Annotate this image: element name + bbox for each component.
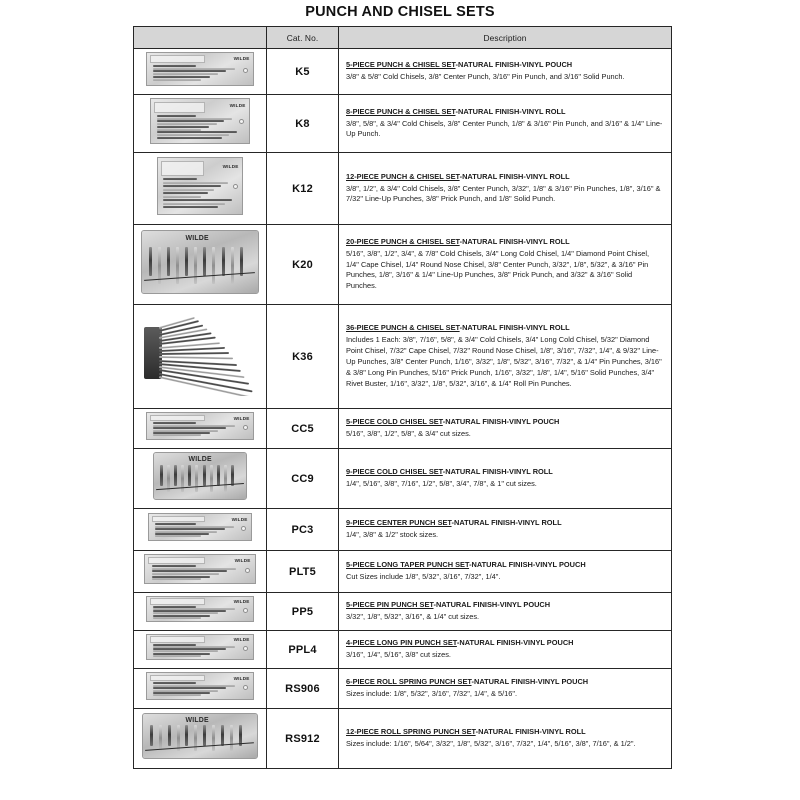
tool-item — [157, 118, 232, 120]
table-row[interactable] — [134, 409, 672, 449]
table-row[interactable] — [134, 49, 672, 95]
description-cell — [339, 49, 672, 95]
catalog-number-cell: PLT5 — [267, 551, 339, 593]
description-body: 1/4", 5/16", 3/8", 7/16", 1/2", 5/8", 3/4", 7/8", & 1" cut sizes. — [346, 479, 537, 488]
description-body: 3/8", 5/8", & 3/4" Cold Chisels, 3/8" Center Punch, 1/8" & 3/16" Pin Punch, and 3/16" & 1/4" Line-Up Punch. — [346, 118, 663, 139]
product-image-cell — [134, 153, 267, 225]
brand-logo: WILDE — [235, 557, 251, 563]
description-title-tail: -NATURAL FINISH-VINYL ROLL — [459, 323, 570, 333]
tool-item — [159, 725, 162, 751]
hang-hole — [243, 685, 248, 690]
description-title — [346, 417, 664, 428]
tool-item — [157, 134, 230, 136]
product-image-cell — [134, 631, 267, 669]
tool-item — [153, 655, 201, 657]
description-title-lead: 5-PIECE PIN PUNCH SET — [346, 600, 434, 610]
description-cell — [339, 631, 672, 669]
tool-item — [153, 687, 226, 689]
header-card — [150, 55, 205, 63]
tool-item — [174, 465, 177, 486]
brand-logo: WILDE — [188, 456, 212, 464]
description-title-tail: -NATURAL FINISH-VINYL ROLL — [459, 236, 570, 246]
table-body — [134, 49, 672, 769]
tool-item — [212, 247, 215, 284]
tool-item — [153, 427, 226, 429]
tool-item — [185, 247, 188, 276]
catalog-number-cell: RS906 — [267, 669, 339, 709]
tool-item — [163, 192, 208, 194]
catalog-number-cell: K20 — [267, 225, 339, 305]
brand-logo: WILDE — [185, 716, 210, 725]
product-photo — [150, 98, 250, 144]
brand-logo: WILDE — [233, 415, 250, 421]
tool-item — [150, 725, 153, 745]
tool-item — [203, 725, 206, 745]
description-title-tail: -NATURAL FINISH-VINYL POUCH — [456, 638, 574, 648]
brand-logo: WILDE — [231, 516, 248, 522]
header-card — [152, 516, 205, 523]
description-title — [346, 467, 664, 478]
description-title-lead: 12-PIECE PUNCH & CHISEL SET — [346, 171, 460, 181]
catalog-number-cell: CC9 — [267, 449, 339, 509]
description-title — [346, 600, 664, 611]
product-photo — [141, 230, 259, 294]
tool-item — [157, 123, 217, 125]
description-title-tail: -NATURAL FINISH-VINYL ROLL — [451, 518, 562, 528]
tool-item — [167, 247, 170, 276]
description-cell — [339, 709, 672, 769]
description-title-lead: 9-PIECE COLD CHISEL SET — [346, 467, 443, 477]
description-title-tail: -NATURAL FINISH-VINYL POUCH — [442, 417, 560, 427]
catalog-number-cell: PC3 — [267, 509, 339, 551]
tool-item — [155, 528, 225, 530]
tool-item — [203, 247, 206, 276]
tool-item — [163, 185, 221, 187]
description-title-lead: 4-PIECE LONG PIN PUNCH SET — [346, 638, 457, 648]
table-row[interactable] — [134, 709, 672, 769]
product-photo — [146, 596, 254, 622]
description-title — [346, 638, 664, 649]
description-title — [346, 107, 664, 118]
tool-item — [224, 465, 227, 492]
description-title — [346, 677, 664, 688]
header-card — [150, 415, 205, 422]
description-cell — [339, 95, 672, 153]
product-photo — [144, 554, 256, 584]
description-title-lead: 5-PIECE COLD CHISEL SET — [346, 417, 443, 427]
description-cell — [339, 409, 672, 449]
description-body: 5/16", 3/8", 1/2", 5/8", & 3/4" cut sizes. — [346, 429, 471, 438]
description-title-tail: -NATURAL FINISH-VINYL POUCH — [433, 600, 551, 610]
description-title-tail: -NATURAL FINISH-VINYL POUCH — [469, 560, 586, 570]
product-photo — [148, 513, 252, 541]
description-title-lead: 8-PIECE PUNCH & CHISEL SET — [346, 106, 456, 116]
tool-item — [153, 617, 201, 619]
tool-item — [149, 247, 152, 276]
description-cell — [339, 509, 672, 551]
tool-item — [160, 465, 163, 486]
table-row[interactable] — [134, 153, 672, 225]
catalog-number-cell: CC5 — [267, 409, 339, 449]
description-title-tail: -NATURAL FINISH-VINYL POUCH — [471, 677, 589, 687]
table-row[interactable] — [134, 593, 672, 631]
hang-hole — [241, 526, 246, 531]
catalog-number-cell: PP5 — [267, 593, 339, 631]
description-title-tail: -NATURAL FINISH-VINYL ROLL — [442, 467, 553, 477]
table-row[interactable] — [134, 449, 672, 509]
catalog-number-cell: RS912 — [267, 709, 339, 769]
tool-item — [163, 182, 228, 184]
product-image-cell — [134, 669, 267, 709]
tool-item — [168, 725, 171, 745]
description-title-lead: 9-PIECE CENTER PUNCH SET — [346, 518, 452, 528]
tool-item — [163, 203, 225, 205]
brand-logo: WILDE — [233, 599, 250, 605]
catalog-number-cell: PPL4 — [267, 631, 339, 669]
tool-item — [153, 65, 195, 67]
tool-item — [163, 206, 218, 208]
description-body: 3/8", 1/2", & 3/4" Cold Chisels, 3/8" Center Punch, 3/32", 1/8" & 3/16" Pin Punches, 1/8", 3/16" & 7/32" Line-Up Punches, 3/8" Prick Punch, and 1/8" Solid Punch. — [346, 183, 661, 204]
product-image-cell — [134, 709, 267, 769]
product-image-cell — [134, 49, 267, 95]
tool-item — [157, 137, 222, 139]
description-title-lead: 12-PIECE ROLL SPRING PUNCH SET — [346, 727, 476, 737]
tool-item — [210, 465, 213, 492]
description-title-lead: 36-PIECE PUNCH & CHISEL SET — [346, 323, 460, 333]
header-card — [148, 557, 205, 564]
column-header-cat-no: Cat. No. — [267, 27, 339, 49]
catalog-number-cell: K12 — [267, 153, 339, 225]
tool-item — [194, 247, 197, 284]
brand-logo: WILDE — [233, 56, 250, 62]
tool-item — [157, 131, 237, 133]
header-card — [150, 598, 205, 604]
tool-item — [222, 247, 225, 276]
brand-logo: WILDE — [233, 637, 250, 643]
brand-logo: WILDE — [223, 163, 240, 169]
description-title-lead: 5-PIECE LONG TAPER PUNCH SET — [346, 560, 470, 570]
description-cell — [339, 225, 672, 305]
description-body: 1/4", 3/8" & 1/2" stock sizes. — [346, 530, 439, 539]
description-title-tail: -NATURAL FINISH-VINYL ROLL — [459, 171, 570, 181]
description-cell — [339, 593, 672, 631]
tool-item — [188, 465, 191, 486]
hang-hole — [243, 608, 248, 613]
product-image-cell — [134, 305, 267, 409]
brand-logo: WILDE — [229, 103, 246, 109]
tool-item — [217, 465, 220, 486]
header-card — [150, 636, 205, 642]
description-title — [346, 518, 664, 529]
header-card — [150, 675, 205, 682]
tool-item — [163, 189, 214, 191]
column-header-image — [134, 27, 267, 49]
tool-item — [152, 570, 228, 572]
description-cell — [339, 153, 672, 225]
catalog-number-cell: K8 — [267, 95, 339, 153]
description-title — [346, 323, 664, 334]
tool-item — [152, 573, 219, 575]
description-cell — [339, 305, 672, 409]
description-title-tail: -NATURAL FINISH-VINYL POUCH — [455, 60, 573, 70]
product-photo — [153, 452, 247, 500]
description-cell — [339, 449, 672, 509]
description-title-tail: -NATURAL FINISH-VINYL ROLL — [455, 106, 566, 116]
description-body: 5/16", 3/8", 1/2", 3/4", & 7/8" Cold Chisels, 3/4" Long Cold Chisel, 1/4" Diamond Point Chisel, 1/4" Cape Chisel, 1/4" Round Nose Chisel, 3/8" Center Punch, 3/32", 1/8", 5/32", & 3/16" Pin Punches, 1/8", 3/16" & 1/4" Line-Up Punches, 3/8" Prick Punch, and 3/32" & 3/16" Solid Punches. — [346, 248, 650, 291]
tool-item — [163, 178, 197, 180]
hang-hole — [233, 184, 238, 189]
catalog-number-cell: K5 — [267, 49, 339, 95]
description-body: Cut Sizes include 1/8", 5/32", 3/16", 7/32", 1/4". — [346, 572, 501, 581]
tool-item — [221, 725, 224, 745]
brand-logo: WILDE — [185, 235, 209, 243]
tool-item — [157, 120, 225, 122]
product-photo — [139, 312, 261, 396]
table-row[interactable] — [134, 631, 672, 669]
product-photo — [146, 634, 254, 660]
tool-item — [194, 725, 197, 751]
page-title: PUNCH AND CHISEL SETS — [305, 4, 495, 20]
product-photo — [146, 52, 254, 86]
table-row[interactable] — [134, 509, 672, 551]
table-header — [134, 27, 672, 49]
tool-item — [153, 68, 235, 70]
description-body: 3/16", 1/4", 5/16", 3/8" cut sizes. — [346, 650, 451, 659]
product-image-cell — [134, 449, 267, 509]
description-cell — [339, 669, 672, 709]
tool-item — [231, 247, 234, 284]
product-catalog-table — [133, 26, 672, 769]
catalog-number-cell: K36 — [267, 305, 339, 409]
product-photo — [146, 672, 254, 700]
tool-item — [157, 115, 196, 117]
column-header-description: Description — [339, 27, 672, 49]
tool-item — [157, 129, 201, 131]
tool-item — [230, 725, 233, 751]
description-title-lead: 20-PIECE PUNCH & CHISEL SET — [346, 236, 460, 246]
product-image-cell — [134, 409, 267, 449]
tool-item — [240, 247, 243, 276]
description-body: Sizes include: 1/16", 5/64", 3/32", 1/8", 5/32", 3/16", 7/32", 1/4", 5/16", 3/8", 7/16", & 1/2". — [346, 739, 636, 748]
header-card — [154, 102, 205, 113]
hang-hole — [243, 425, 248, 430]
description-title-lead: 6-PIECE ROLL SPRING PUNCH SET — [346, 677, 472, 687]
table-row[interactable] — [134, 669, 672, 709]
table-row[interactable] — [134, 95, 672, 153]
tool-item — [157, 126, 209, 128]
hang-hole — [245, 568, 250, 573]
hang-hole — [243, 646, 248, 651]
product-image-cell — [134, 95, 267, 153]
tool-item — [152, 578, 202, 580]
header-card — [161, 161, 205, 176]
brand-logo: WILDE — [233, 675, 250, 681]
product-image-cell — [134, 551, 267, 593]
description-title-lead: 5-PIECE PUNCH & CHISEL SET — [346, 60, 456, 70]
table-row[interactable] — [134, 305, 672, 409]
description-body: Sizes include: 1/8", 5/32", 3/16", 7/32", 1/4", & 5/16". — [346, 689, 518, 698]
table-row[interactable] — [134, 225, 672, 305]
product-photo — [157, 157, 243, 215]
description-title — [346, 560, 664, 571]
product-photo — [142, 713, 258, 759]
product-image-cell — [134, 593, 267, 631]
product-photo — [146, 412, 254, 440]
description-body: 3/8" & 5/8" Cold Chisels, 3/8" Center Punch, 3/16" Pin Punch, and 3/16" Solid Punch. — [346, 72, 625, 81]
description-body: Includes 1 Each: 3/8", 7/16", 5/8", & 3/4" Cold Chisels, 3/4" Long Cold Chisel, 5/32" Diamond Point Chisel, 7/32" Cape Chisel, 7/32" Round Nose Chisel, 1/8", 3/16", 7/32", 1/4", & 9/32" Line-Up Punches, 3/8" Center Punch, 1/16", 3/32", 1/8", 5/32", 3/16", 7/32", & 1/4" Pin Punches, 3/16" & 3/8" Long Pin Punches, 5/16" Prick Punch, 1/16", 3/32", 1/8", 1/4", 5/16" Solid Punches, 3/4" Rivet Buster, 1/16", 3/32", 1/8", 5/32", 3/16", & 1/4" Roll Pin Punches. — [346, 335, 662, 388]
tool-item — [163, 196, 201, 198]
table-row[interactable] — [134, 551, 672, 593]
description-cell — [339, 551, 672, 593]
description-title — [346, 172, 664, 183]
table-header-row — [134, 27, 672, 49]
description-body: 3/32", 1/8", 5/32", 3/16", & 1/4" cut sizes. — [346, 612, 480, 621]
tool-item — [152, 565, 196, 567]
tool-item — [203, 465, 206, 486]
hang-hole — [243, 68, 248, 73]
description-title — [346, 237, 664, 248]
product-image-cell — [134, 509, 267, 551]
tool-item — [212, 725, 215, 751]
description-title — [346, 60, 664, 71]
description-title — [346, 727, 664, 738]
product-image-cell — [134, 225, 267, 305]
description-title-tail: -NATURAL FINISH-VINYL ROLL — [475, 727, 586, 737]
tool-item — [163, 199, 232, 201]
